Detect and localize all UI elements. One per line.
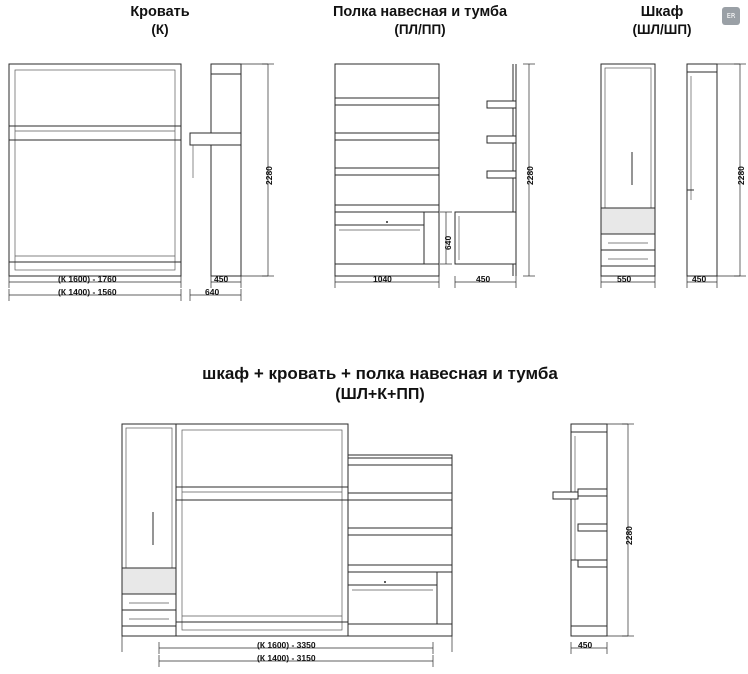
- combo-width-1600-label: (К 1600) - 3350: [257, 640, 316, 650]
- bed-side-640-label: 640: [205, 287, 220, 297]
- bed-width-1400-label: (К 1400) - 1560: [58, 287, 117, 297]
- wardrobe-width-label: 550: [617, 274, 632, 284]
- combo-subtitle-text: (ШЛ+К+ПП): [335, 386, 425, 403]
- wardrobe-height-label: 2280: [736, 166, 746, 185]
- shelf-side-view: [455, 64, 516, 276]
- shelf-cabinet-height-label: 640: [443, 235, 453, 250]
- bed-front-view: [9, 64, 181, 276]
- shelf-side-450-label: 450: [476, 274, 491, 284]
- combo-height-label: 2280: [624, 526, 634, 545]
- bed-side-450-label: 450: [214, 274, 229, 284]
- bed-side-view: [190, 64, 241, 276]
- combo-title-text: шкаф + кровать + полка навесная и тумба: [202, 364, 558, 383]
- shelf-front-view: [335, 64, 439, 276]
- wardrobe-front-view: [601, 64, 655, 276]
- bed-width-1600-label: (К 1600) - 1760: [58, 274, 117, 284]
- shelf-title-text: Полка навесная и тумба: [332, 4, 508, 20]
- bed-height-label: 2280: [264, 166, 274, 185]
- combo-side-450-label: 450: [578, 640, 593, 650]
- wardrobe-title-text: Шкаф: [640, 4, 684, 20]
- wardrobe-subtitle-text: (ШЛ/ШП): [632, 22, 692, 37]
- combo-front-view: [122, 424, 452, 636]
- shelf-height-label: 2280: [525, 166, 535, 185]
- wardrobe-side-view: [687, 64, 717, 276]
- wardrobe-side-450-label: 450: [692, 274, 707, 284]
- bed-title-text: Кровать: [130, 4, 190, 20]
- combo-width-1400-label: (К 1400) - 3150: [257, 653, 316, 663]
- watermark-badge: ER: [722, 7, 740, 25]
- combo-side-view: [553, 424, 607, 636]
- shelf-width-label: 1040: [373, 274, 392, 284]
- bed-subtitle-text: (К): [151, 22, 169, 37]
- shelf-subtitle-text: (ПЛ/ПП): [394, 22, 446, 37]
